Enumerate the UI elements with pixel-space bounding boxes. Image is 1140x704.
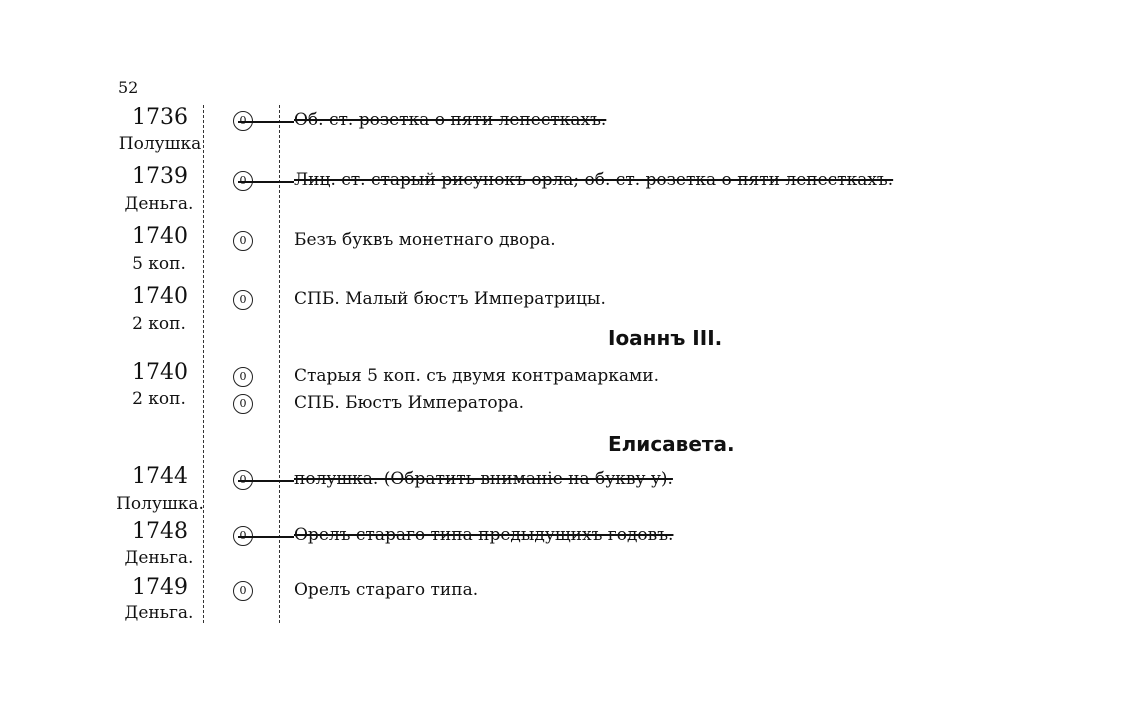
denomination: 5 коп. (132, 254, 186, 274)
year: 1744 (132, 464, 188, 489)
description: Старыя 5 коп. съ двумя контрамарками. (294, 366, 660, 386)
year: 1740 (132, 224, 188, 249)
description: Орелъ стараго типа предыдущихъ годовъ. (294, 525, 674, 545)
denomination: Полушка. (116, 494, 204, 514)
description: Об. ст. розетка о пяти лепесткахъ. (294, 110, 607, 130)
mark-circle: 0 (233, 290, 253, 310)
description: Безъ буквъ монетнаго двора. (294, 230, 556, 250)
column-rule-left (203, 105, 204, 623)
denomination: 2 коп. (132, 389, 186, 409)
denomination: Деньга. (124, 194, 194, 214)
description: Орелъ стараго типа. (294, 580, 479, 600)
year: 1748 (132, 519, 188, 544)
strike-bar (238, 480, 294, 482)
mark-circle: 0 (233, 394, 253, 414)
description: СПБ. Бюстъ Императора. (294, 393, 525, 413)
section-heading: Іоаннъ III. (608, 326, 723, 350)
denomination: 2 коп. (132, 314, 186, 334)
mark-circle: 0 (233, 367, 253, 387)
page-number: 52 (118, 78, 139, 97)
year: 1736 (132, 105, 188, 130)
strike-bar (238, 121, 294, 123)
denomination: Полушка (118, 134, 202, 154)
description: полушка. (Обратить вниманіе на букву у). (294, 469, 673, 489)
description: СПБ. Малый бюстъ Императрицы. (294, 289, 606, 309)
strike-bar (238, 536, 294, 538)
mark-circle: 0 (233, 231, 253, 251)
description: Лиц. ст. старый рисунокъ орла; об. ст. розетка о пяти лепесткахъ. (294, 170, 894, 190)
mark-circle: 0 (233, 581, 253, 601)
denomination: Деньга. (124, 548, 194, 568)
year: 1740 (132, 284, 188, 309)
strike-bar (238, 181, 294, 183)
year: 1740 (132, 360, 188, 385)
section-heading: Елисавета. (608, 432, 735, 456)
year: 1739 (132, 164, 188, 189)
year: 1749 (132, 575, 188, 600)
denomination: Деньга. (124, 603, 194, 623)
